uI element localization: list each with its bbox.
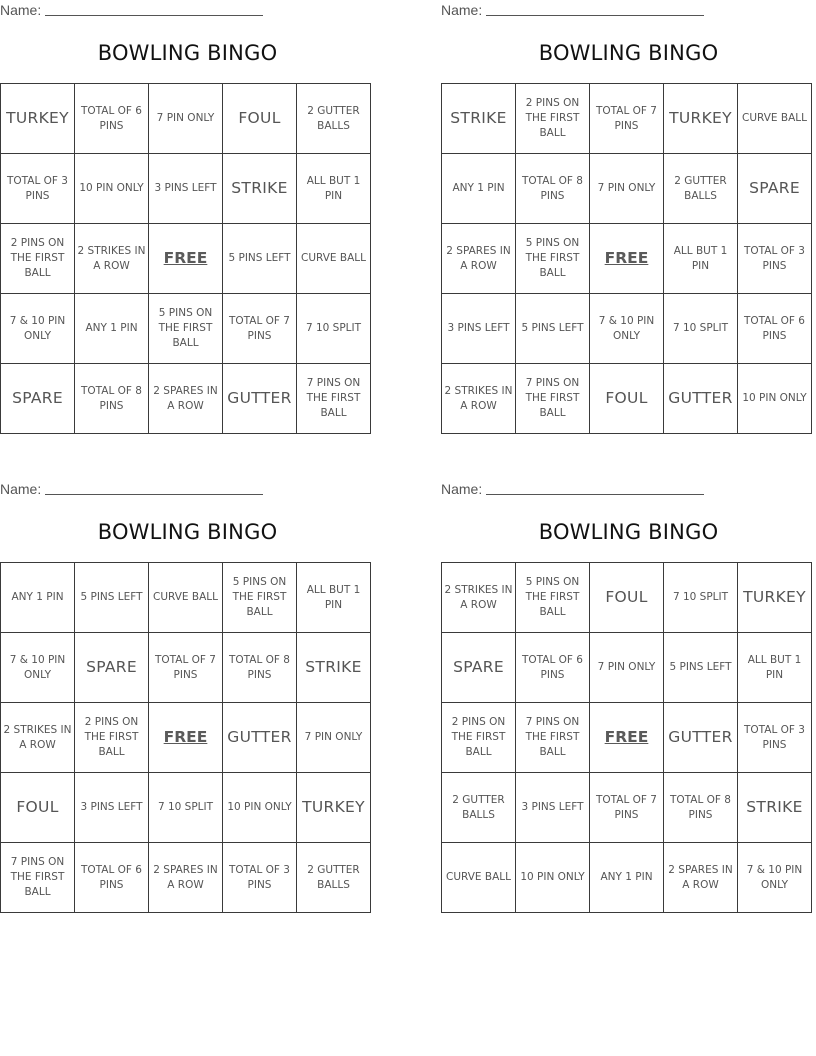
card-title: BOWLING BINGO — [538, 41, 719, 65]
bingo-square[interactable]: 7 PINS ON THE FIRST BALL — [516, 703, 590, 773]
free-space[interactable]: FREE — [149, 224, 223, 294]
bingo-row — [1, 224, 371, 294]
name-blank-line — [45, 3, 263, 16]
bingo-square[interactable]: TOTAL OF 8 PINS — [664, 773, 738, 843]
bingo-square[interactable]: FOUL — [223, 84, 297, 154]
free-space[interactable]: FREE — [590, 703, 664, 773]
bingo-square[interactable]: 7 10 SPLIT — [149, 773, 223, 843]
bingo-row — [442, 294, 812, 364]
bingo-square[interactable]: 7 PIN ONLY — [297, 703, 371, 773]
bingo-square[interactable]: TOTAL OF 6 PINS — [516, 633, 590, 703]
bingo-square[interactable]: STRIKE — [297, 633, 371, 703]
bingo-square[interactable]: 2 PINS ON THE FIRST BALL — [1, 224, 75, 294]
bingo-square[interactable]: TOTAL OF 6 PINS — [738, 294, 812, 364]
bingo-square[interactable]: 2 GUTTER BALLS — [297, 84, 371, 154]
bingo-square[interactable]: SPARE — [75, 633, 149, 703]
bingo-square[interactable]: 2 STRIKES IN A ROW — [1, 703, 75, 773]
bingo-row — [1, 154, 371, 224]
bingo-square[interactable]: 2 SPARES IN A ROW — [149, 843, 223, 913]
bingo-square[interactable]: ANY 1 PIN — [75, 294, 149, 364]
bingo-square[interactable]: TOTAL OF 3 PINS — [1, 154, 75, 224]
bingo-square[interactable]: GUTTER — [223, 364, 297, 434]
card-title: BOWLING BINGO — [97, 41, 278, 65]
bingo-square[interactable]: 2 STRIKES IN A ROW — [75, 224, 149, 294]
bingo-square[interactable]: 2 PINS ON THE FIRST BALL — [442, 703, 516, 773]
bingo-square[interactable]: 7 10 SPLIT — [664, 294, 738, 364]
bingo-square[interactable]: 3 PINS LEFT — [442, 294, 516, 364]
bingo-square[interactable]: 2 STRIKES IN A ROW — [442, 563, 516, 633]
bingo-square[interactable]: ALL BUT 1 PIN — [664, 224, 738, 294]
bingo-square[interactable]: 7 10 SPLIT — [297, 294, 371, 364]
bingo-square[interactable]: 7 10 SPLIT — [664, 563, 738, 633]
bingo-row — [442, 563, 812, 633]
bingo-square[interactable]: 2 PINS ON THE FIRST BALL — [75, 703, 149, 773]
bingo-square[interactable]: 3 PINS LEFT — [75, 773, 149, 843]
bingo-square[interactable]: TURKEY — [738, 563, 812, 633]
bingo-square[interactable]: FOUL — [1, 773, 75, 843]
bingo-square[interactable]: 2 SPARES IN A ROW — [664, 843, 738, 913]
name-blank-line — [486, 3, 704, 16]
bingo-square[interactable]: FOUL — [590, 563, 664, 633]
bingo-square[interactable]: TOTAL OF 6 PINS — [75, 843, 149, 913]
bingo-square[interactable]: GUTTER — [664, 364, 738, 434]
bingo-square[interactable]: 7 PIN ONLY — [590, 154, 664, 224]
bingo-square[interactable]: 5 PINS LEFT — [664, 633, 738, 703]
name-blank-line — [486, 482, 704, 495]
bingo-square[interactable]: ALL BUT 1 PIN — [297, 563, 371, 633]
name-field[interactable] — [0, 2, 270, 20]
bingo-square[interactable]: 5 PINS ON THE FIRST BALL — [516, 563, 590, 633]
bingo-row — [1, 843, 371, 913]
bingo-square[interactable]: SPARE — [1, 364, 75, 434]
bingo-square[interactable]: ANY 1 PIN — [1, 563, 75, 633]
bingo-square[interactable]: ANY 1 PIN — [590, 843, 664, 913]
bingo-row — [442, 703, 812, 773]
bingo-row — [442, 633, 812, 703]
bingo-square[interactable]: TOTAL OF 3 PINS — [223, 843, 297, 913]
bingo-square[interactable]: 2 SPARES IN A ROW — [442, 224, 516, 294]
bingo-square[interactable]: SPARE — [738, 154, 812, 224]
bingo-row — [442, 224, 812, 294]
bingo-square[interactable]: GUTTER — [664, 703, 738, 773]
bingo-square[interactable]: TOTAL OF 7 PINS — [590, 773, 664, 843]
bingo-square[interactable]: 7 & 10 PIN ONLY — [738, 843, 812, 913]
bingo-square[interactable]: 2 GUTTER BALLS — [442, 773, 516, 843]
bingo-square[interactable]: 3 PINS LEFT — [516, 773, 590, 843]
bingo-square[interactable]: 2 STRIKES IN A ROW — [442, 364, 516, 434]
bingo-row — [1, 364, 371, 434]
bingo-square[interactable]: 10 PIN ONLY — [223, 773, 297, 843]
bingo-square[interactable]: TOTAL OF 3 PINS — [738, 224, 812, 294]
bingo-row — [1, 703, 371, 773]
bingo-square[interactable]: TOTAL OF 6 PINS — [75, 84, 149, 154]
bingo-square[interactable]: 7 PINS ON THE FIRST BALL — [297, 364, 371, 434]
bingo-square[interactable]: 5 PINS ON THE FIRST BALL — [149, 294, 223, 364]
bingo-square[interactable]: CURVE BALL — [738, 84, 812, 154]
bingo-square[interactable]: 5 PINS LEFT — [223, 224, 297, 294]
bingo-row — [1, 294, 371, 364]
free-space[interactable]: FREE — [149, 703, 223, 773]
bingo-square[interactable]: 3 PINS LEFT — [149, 154, 223, 224]
bingo-square[interactable]: TOTAL OF 8 PINS — [516, 154, 590, 224]
bingo-row — [442, 84, 812, 154]
bingo-square[interactable]: 5 PINS LEFT — [516, 294, 590, 364]
bingo-square[interactable]: 10 PIN ONLY — [738, 364, 812, 434]
free-space[interactable]: FREE — [590, 224, 664, 294]
bingo-square[interactable]: 7 PIN ONLY — [590, 633, 664, 703]
bingo-square[interactable]: 7 PINS ON THE FIRST BALL — [1, 843, 75, 913]
bingo-square[interactable]: 7 & 10 PIN ONLY — [590, 294, 664, 364]
bingo-square[interactable]: 2 GUTTER BALLS — [664, 154, 738, 224]
bingo-square[interactable]: 7 PIN ONLY — [149, 84, 223, 154]
name-field[interactable] — [441, 481, 711, 499]
bingo-square[interactable]: SPARE — [442, 633, 516, 703]
bingo-square[interactable]: STRIKE — [738, 773, 812, 843]
bingo-square[interactable]: TOTAL OF 7 PINS — [149, 633, 223, 703]
bingo-square[interactable]: TURKEY — [664, 84, 738, 154]
bingo-row — [1, 563, 371, 633]
bingo-square[interactable]: TURKEY — [297, 773, 371, 843]
bingo-square[interactable]: TOTAL OF 7 PINS — [590, 84, 664, 154]
bingo-square[interactable]: CURVE BALL — [442, 843, 516, 913]
name-field[interactable] — [0, 481, 270, 499]
bingo-square[interactable]: ALL BUT 1 PIN — [738, 633, 812, 703]
bingo-square[interactable]: 10 PIN ONLY — [75, 154, 149, 224]
bingo-square[interactable]: 7 & 10 PIN ONLY — [1, 633, 75, 703]
bingo-square[interactable]: 10 PIN ONLY — [516, 843, 590, 913]
bingo-row — [1, 633, 371, 703]
bingo-square[interactable]: 2 SPARES IN A ROW — [149, 364, 223, 434]
bingo-square[interactable]: FOUL — [590, 364, 664, 434]
bingo-square[interactable]: 2 PINS ON THE FIRST BALL — [516, 84, 590, 154]
bingo-row — [442, 364, 812, 434]
card-title: BOWLING BINGO — [97, 520, 278, 544]
bingo-square[interactable]: CURVE BALL — [297, 224, 371, 294]
name-label: Name: — [0, 2, 42, 18]
bingo-square[interactable]: GUTTER — [223, 703, 297, 773]
bingo-square[interactable]: TOTAL OF 8 PINS — [75, 364, 149, 434]
name-label: Name: — [441, 2, 483, 18]
bingo-row — [1, 84, 371, 154]
bingo-grid — [441, 562, 812, 913]
bingo-row — [442, 154, 812, 224]
name-blank-line — [45, 482, 263, 495]
name-label: Name: — [441, 481, 483, 497]
bingo-square[interactable]: ANY 1 PIN — [442, 154, 516, 224]
bingo-square[interactable]: 5 PINS ON THE FIRST BALL — [516, 224, 590, 294]
bingo-square[interactable]: 2 GUTTER BALLS — [297, 843, 371, 913]
bingo-square[interactable]: 5 PINS ON THE FIRST BALL — [223, 563, 297, 633]
bingo-square[interactable]: TOTAL OF 7 PINS — [223, 294, 297, 364]
bingo-square[interactable]: STRIKE — [442, 84, 516, 154]
bingo-square[interactable]: TOTAL OF 8 PINS — [223, 633, 297, 703]
bingo-square[interactable]: 7 & 10 PIN ONLY — [1, 294, 75, 364]
card-title: BOWLING BINGO — [538, 520, 719, 544]
bingo-row — [442, 843, 812, 913]
bingo-square[interactable]: STRIKE — [223, 154, 297, 224]
name-field[interactable] — [441, 2, 711, 20]
bingo-grid — [0, 562, 371, 913]
bingo-row — [442, 773, 812, 843]
bingo-square[interactable]: 5 PINS LEFT — [75, 563, 149, 633]
bingo-grid — [441, 83, 812, 434]
name-label: Name: — [0, 481, 42, 497]
bingo-square[interactable]: ALL BUT 1 PIN — [297, 154, 371, 224]
bingo-square[interactable]: TURKEY — [1, 84, 75, 154]
bingo-square[interactable]: 7 PINS ON THE FIRST BALL — [516, 364, 590, 434]
bingo-square[interactable]: TOTAL OF 3 PINS — [738, 703, 812, 773]
bingo-grid — [0, 83, 371, 434]
bingo-row — [1, 773, 371, 843]
bingo-square[interactable]: CURVE BALL — [149, 563, 223, 633]
